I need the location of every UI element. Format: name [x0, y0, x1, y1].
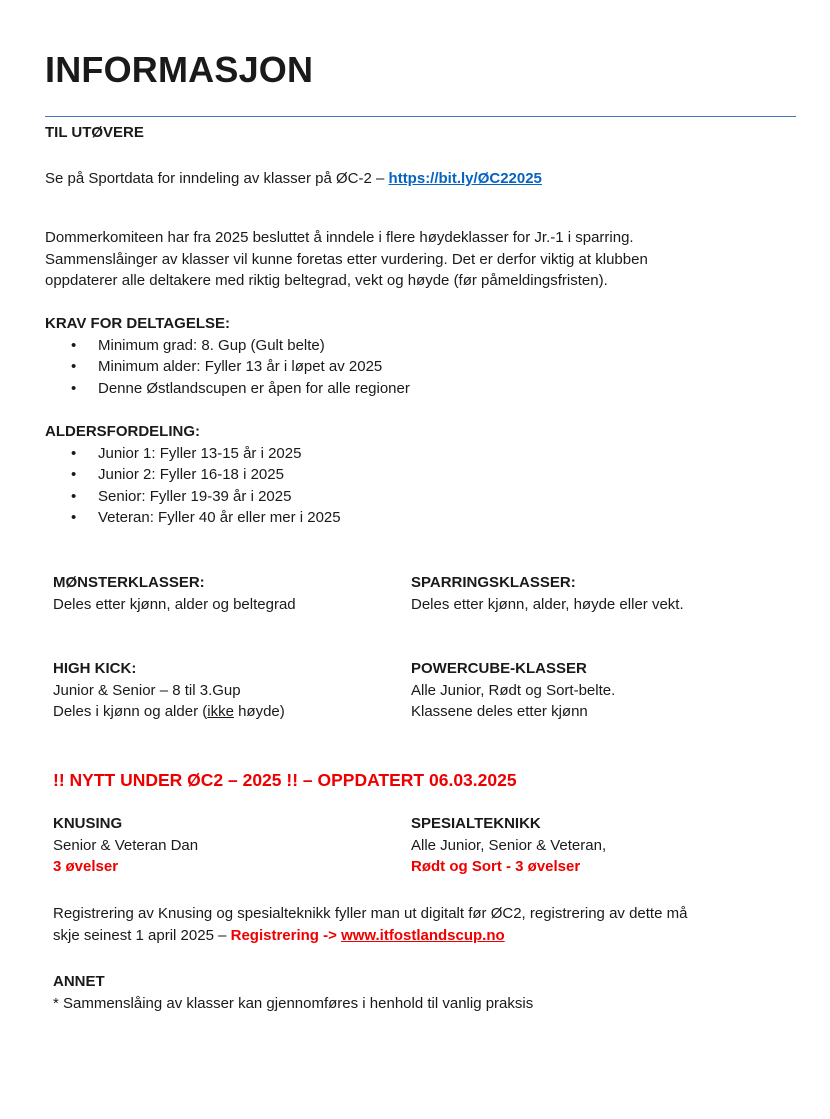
powercube-line-2: Klassene deles etter kjønn	[411, 703, 588, 720]
krav-section	[45, 313, 410, 399]
sportdata-link[interactable]: https://bit.ly/ØC22025	[388, 170, 542, 187]
list-item: • Minimum alder: Fyller 13 år i løpet av 2025	[45, 356, 410, 378]
registrering-line-2-pre: skje seinest 1 april 2025 –	[53, 926, 231, 944]
list-item: • Denne Østlandscupen er åpen for alle regioner	[45, 378, 410, 400]
monster-text: Deles etter kjønn, alder og beltegrad	[53, 595, 296, 613]
list-item: • Minimum grad: 8. Gup (Gult belte)	[45, 335, 410, 357]
powercube-section	[411, 658, 615, 723]
dommer-line-1: Dommerkomiteen har fra 2025 besluttet å inndele i flere høydeklasser for Jr.-1 i sparring.	[45, 229, 634, 246]
highkick-line-2	[53, 701, 285, 723]
spesial-line-2: Rødt og Sort - 3 øvelser	[411, 858, 581, 875]
highkick-heading: HIGH KICK:	[53, 660, 137, 677]
list-item: • Junior 1: Fyller 13-15 år i 2025	[45, 443, 341, 465]
annet-section	[53, 971, 533, 1014]
krav-heading: KRAV FOR DELTAGELSE:	[45, 315, 230, 332]
sparring-section	[411, 572, 684, 615]
monster-heading: MØNSTERKLASSER:	[53, 574, 205, 591]
dommer-paragraph	[45, 227, 648, 292]
dommer-line-2: Sammenslåinger av klasser vil kunne foretas etter vurdering. Det er derfor viktig at klubben	[45, 250, 648, 268]
monster-section	[53, 572, 296, 615]
alder-heading: ALDERSFORDELING:	[45, 423, 200, 440]
list-item: • Senior: Fyller 19-39 år i 2025	[45, 486, 341, 508]
section-heading-til-utovere: TIL UTØVERE	[45, 124, 144, 141]
registrering-paragraph	[53, 903, 687, 946]
knusing-section	[53, 813, 198, 878]
alder-section	[45, 421, 341, 529]
spesial-heading: SPESIALTEKNIKK	[411, 815, 541, 832]
powercube-heading: POWERCUBE-KLASSER	[411, 660, 587, 677]
annet-heading: ANNET	[53, 973, 105, 990]
highkick-line-1: Junior & Senior – 8 til 3.Gup	[53, 681, 241, 699]
knusing-line-1: Senior & Veteran Dan	[53, 836, 199, 854]
krav-list	[45, 335, 410, 400]
dommer-line-3: oppdaterer alle deltakere med riktig beltegrad, vekt og høyde (før påmeldingsfristen).	[45, 272, 608, 289]
highkick-line-2-post: høyde)	[233, 703, 285, 720]
powercube-line-1: Alle Junior, Rødt og Sort-belte.	[411, 681, 616, 699]
page-title: INFORMASJON	[45, 49, 314, 90]
list-item: • Junior 2: Fyller 16-18 i 2025	[45, 464, 341, 486]
registrering-link[interactable]: www.itfostlandscup.no	[341, 926, 505, 944]
highkick-line-2-pre: Deles i kjønn og alder (	[53, 703, 208, 720]
alder-list	[45, 443, 341, 529]
sparring-heading: SPARRINGSKLASSER:	[411, 574, 576, 591]
highkick-line-2-underlined: ikke	[207, 703, 234, 720]
highkick-section	[53, 658, 285, 723]
spesial-section	[411, 813, 606, 878]
annet-text: * Sammenslåing av klasser kan gjennomføres i henhold til vanlig praksis	[53, 994, 534, 1012]
sportdata-line	[45, 168, 542, 190]
knusing-line-2: 3 øvelser	[53, 858, 119, 875]
list-item: • Veteran: Fyller 40 år eller mer i 2025	[45, 507, 341, 529]
title-divider	[45, 116, 796, 117]
sportdata-text: Se på Sportdata for inndeling av klasser på ØC-2 –	[45, 170, 389, 187]
registrering-line-2	[53, 925, 687, 947]
sparring-text: Deles etter kjønn, alder, høyde eller vekt.	[411, 595, 684, 613]
spesial-line-1: Alle Junior, Senior & Veteran,	[411, 836, 607, 854]
registrering-line-1: Registrering av Knusing og spesialteknikk fyller man ut digitalt før ØC2, registrering av dette må	[53, 905, 688, 922]
nytt-announcement: !! NYTT UNDER ØC2 – 2025 !! – OPPDATERT 06.03.2025	[53, 770, 517, 790]
knusing-heading: KNUSING	[53, 815, 123, 832]
registrering-label: Registrering ->	[230, 926, 342, 944]
